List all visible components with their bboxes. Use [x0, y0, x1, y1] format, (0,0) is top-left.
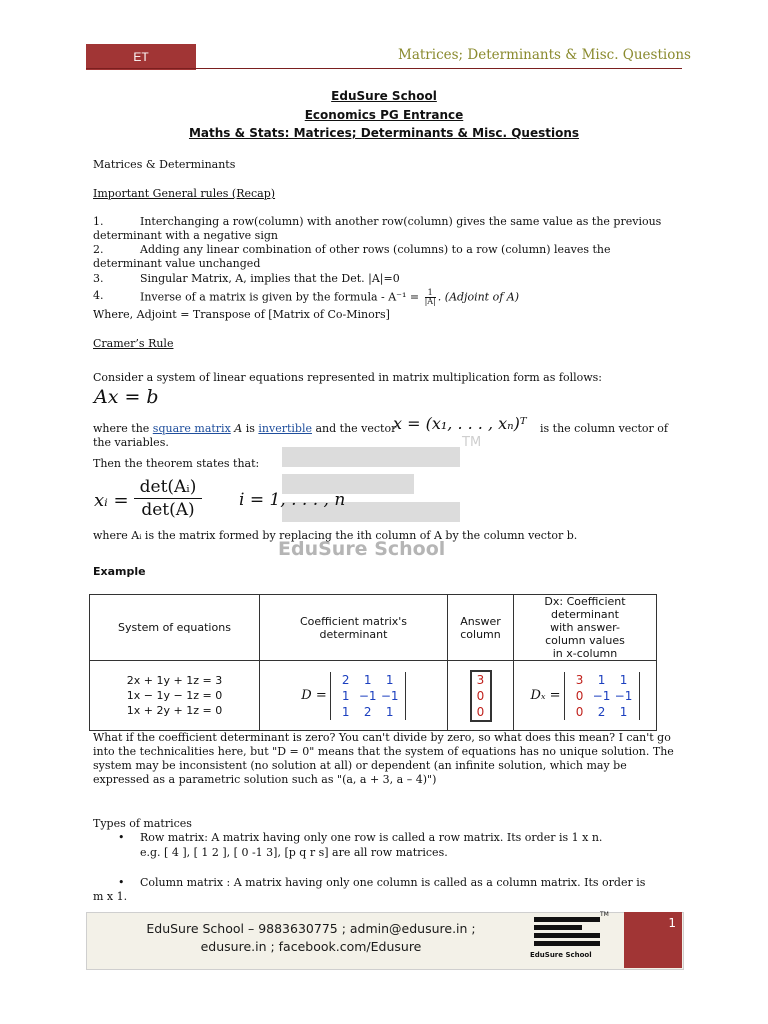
- types-heading: Types of matrices: [93, 817, 192, 830]
- matrix-cell: 0: [575, 704, 584, 719]
- table-header-row: [90, 595, 657, 661]
- matrix-cell: 1: [341, 688, 350, 703]
- dx-cell: [514, 661, 657, 731]
- index-range: i = 1, . . . , n: [239, 490, 346, 510]
- zero-det-line: system may be inconsistent (no solution at all) or dependent (an infinite solution, which may be: [93, 759, 627, 772]
- topic-title: Maths & Stats: Matrices; Determinants & Misc. Questions: [188, 126, 580, 140]
- inverse-formula: Inverse of a matrix is given by the formula - A⁻¹ =: [140, 290, 423, 304]
- zero-det-line: expressed as a parametric solution such as "(a, a + 3, a – 4)"): [93, 773, 437, 786]
- matrix-cell: 2: [363, 704, 372, 719]
- row-matrix-text: Row matrix: A matrix having only one row is called a row matrix. Its order is 1 x n.: [140, 831, 603, 844]
- answer-cell: [448, 661, 514, 731]
- school-title: EduSure School: [331, 89, 437, 103]
- equation: 1x + 2y + 1z = 0: [126, 704, 223, 717]
- matrix-cell: 1: [363, 672, 372, 687]
- footer-logo-text: EduSure School: [530, 951, 592, 959]
- rule-text: Interchanging a row(column) with another row(column) gives the same value as the previous: [140, 215, 662, 228]
- and-vector-text: and the vector: [311, 422, 397, 435]
- header-cell: Coefficient matrix's determinant: [260, 595, 448, 661]
- matrix-cell: −1: [592, 688, 611, 703]
- adjoint-term: . (Adjoint of A): [437, 290, 520, 304]
- rule-text-cont: determinant value unchanged: [93, 257, 261, 270]
- watermark-bar: [282, 447, 460, 467]
- logo-tm: TM: [600, 911, 609, 918]
- det-denominator: det(A): [141, 500, 195, 520]
- rule-text-cont: determinant with a negative sign: [93, 229, 278, 242]
- matrix-cell: −1: [380, 688, 399, 703]
- rule-number: 4.: [93, 289, 104, 302]
- footer-logo: [534, 917, 604, 953]
- equations-cell: [90, 661, 260, 731]
- matrix-cell: 0: [575, 688, 584, 703]
- replacement-text: where Aᵢ is the matrix formed by replacing the ith column of A by the column vector b.: [93, 529, 578, 542]
- header-cell: System of equations: [90, 595, 260, 661]
- cramer-intro: Consider a system of linear equations represented in matrix multiplication form as follows:: [93, 371, 603, 384]
- matrix-cell: 1: [597, 672, 606, 687]
- page-number: 1: [668, 916, 676, 930]
- watermark-tm: TM: [462, 435, 482, 450]
- header-tab: ET: [86, 44, 196, 70]
- fraction-numerator: 1: [425, 289, 436, 298]
- matrix-cell: 0: [476, 688, 485, 703]
- answer-column: [470, 670, 492, 722]
- footer-contact-line1: EduSure School – 9883630775 ; admin@edusure.in ;: [146, 921, 476, 936]
- watermark-text: EduSure School: [278, 538, 446, 560]
- row-matrix-example: e.g. [ 4 ], [ 1 2 ], [ 0 -1 3], [p q r s] are all row matrices.: [140, 846, 448, 859]
- rule-number: 3.: [93, 272, 104, 285]
- variables-text: the variables.: [93, 436, 169, 449]
- theorem-text: Then the theorem states that:: [93, 457, 260, 470]
- bullet-icon: •: [118, 876, 125, 889]
- fraction-denominator: |A|: [424, 297, 436, 306]
- equation: 1x − 1y − 1z = 0: [126, 689, 223, 702]
- dx-label: Dₓ =: [530, 688, 561, 703]
- dx-matrix: [564, 672, 640, 720]
- matrix-cell: 3: [575, 672, 584, 687]
- var-a: A: [234, 422, 243, 435]
- formula-xi: xᵢ =: [94, 490, 129, 511]
- rule-text: Singular Matrix, A, implies that the Det. |A|=0: [140, 272, 400, 285]
- matrix-cell: −1: [614, 688, 633, 703]
- rule-text: [140, 289, 519, 306]
- column-matrix-text: Column matrix : A matrix having only one column is called as a column matrix. Its order is: [140, 876, 646, 889]
- header-divider: [86, 68, 682, 69]
- header-title: Matrices; Determinants & Misc. Questions: [398, 47, 691, 63]
- section-heading-rules: Important General rules (Recap): [93, 187, 276, 200]
- zero-det-line: What if the coefficient determinant is zero? You can't divide by zero, so what does this mean? I can't go: [93, 731, 671, 744]
- matrix-cell: 1: [619, 672, 628, 687]
- matrix-cell: 0: [476, 704, 485, 719]
- footer-contact-line2: edusure.in ; facebook.com/Edusure: [200, 939, 422, 954]
- zero-det-line: into the technicalities here, but "D = 0" means that the system of equations has no unique solution. The: [93, 745, 674, 758]
- square-matrix-link[interactable]: square matrix: [152, 422, 231, 435]
- vector-x: x = (x₁, . . . , xₙ)ᵀ: [393, 414, 527, 433]
- matrix-cell: 2: [597, 704, 606, 719]
- determinant-cell: [260, 661, 448, 731]
- d-matrix: [330, 672, 406, 720]
- column-vector-text: is the column vector of: [540, 422, 668, 435]
- header-cell: Answer column: [448, 595, 514, 661]
- rule-number: 1.: [93, 215, 104, 228]
- adjoint-definition: Where, Adjoint = Transpose of [Matrix of Co-Minors]: [93, 308, 390, 321]
- equation: 2x + 1y + 1z = 3: [126, 674, 223, 687]
- column-matrix-order: m x 1.: [93, 890, 128, 903]
- header-cell: Dx: Coefficient determinant with answer-column values in x-column: [514, 595, 657, 661]
- equation-ax-b: Ax = b: [94, 386, 159, 408]
- matrix-cell: 3: [476, 672, 485, 687]
- matrix-cell: 2: [341, 672, 350, 687]
- course-title: Economics PG Entrance: [304, 108, 464, 122]
- fraction: [134, 476, 202, 521]
- rule-number: 2.: [93, 243, 104, 256]
- matrix-cell: 1: [619, 704, 628, 719]
- matrix-cell: 1: [385, 672, 394, 687]
- rule-text: Adding any linear combination of other rows (columns) to a row (column) leaves the: [140, 243, 611, 256]
- example-heading: Example: [93, 565, 146, 578]
- table-row: [90, 661, 657, 731]
- matrix-cell: −1: [358, 688, 377, 703]
- matrix-cell: 1: [385, 704, 394, 719]
- matrix-cell: 1: [341, 704, 350, 719]
- d-label: D =: [301, 688, 327, 703]
- invertible-link[interactable]: invertible: [258, 422, 312, 435]
- where-text: [93, 422, 396, 436]
- is-text: is: [242, 422, 259, 435]
- cramer-heading: Cramer’s Rule: [93, 337, 174, 350]
- bullet-icon: •: [118, 831, 125, 844]
- section-heading-matrices: Matrices & Determinants: [93, 158, 236, 171]
- det-numerator: det(Aᵢ): [134, 476, 202, 499]
- where-prefix: where the: [93, 422, 153, 435]
- example-table: [89, 594, 657, 731]
- fraction: [425, 289, 436, 306]
